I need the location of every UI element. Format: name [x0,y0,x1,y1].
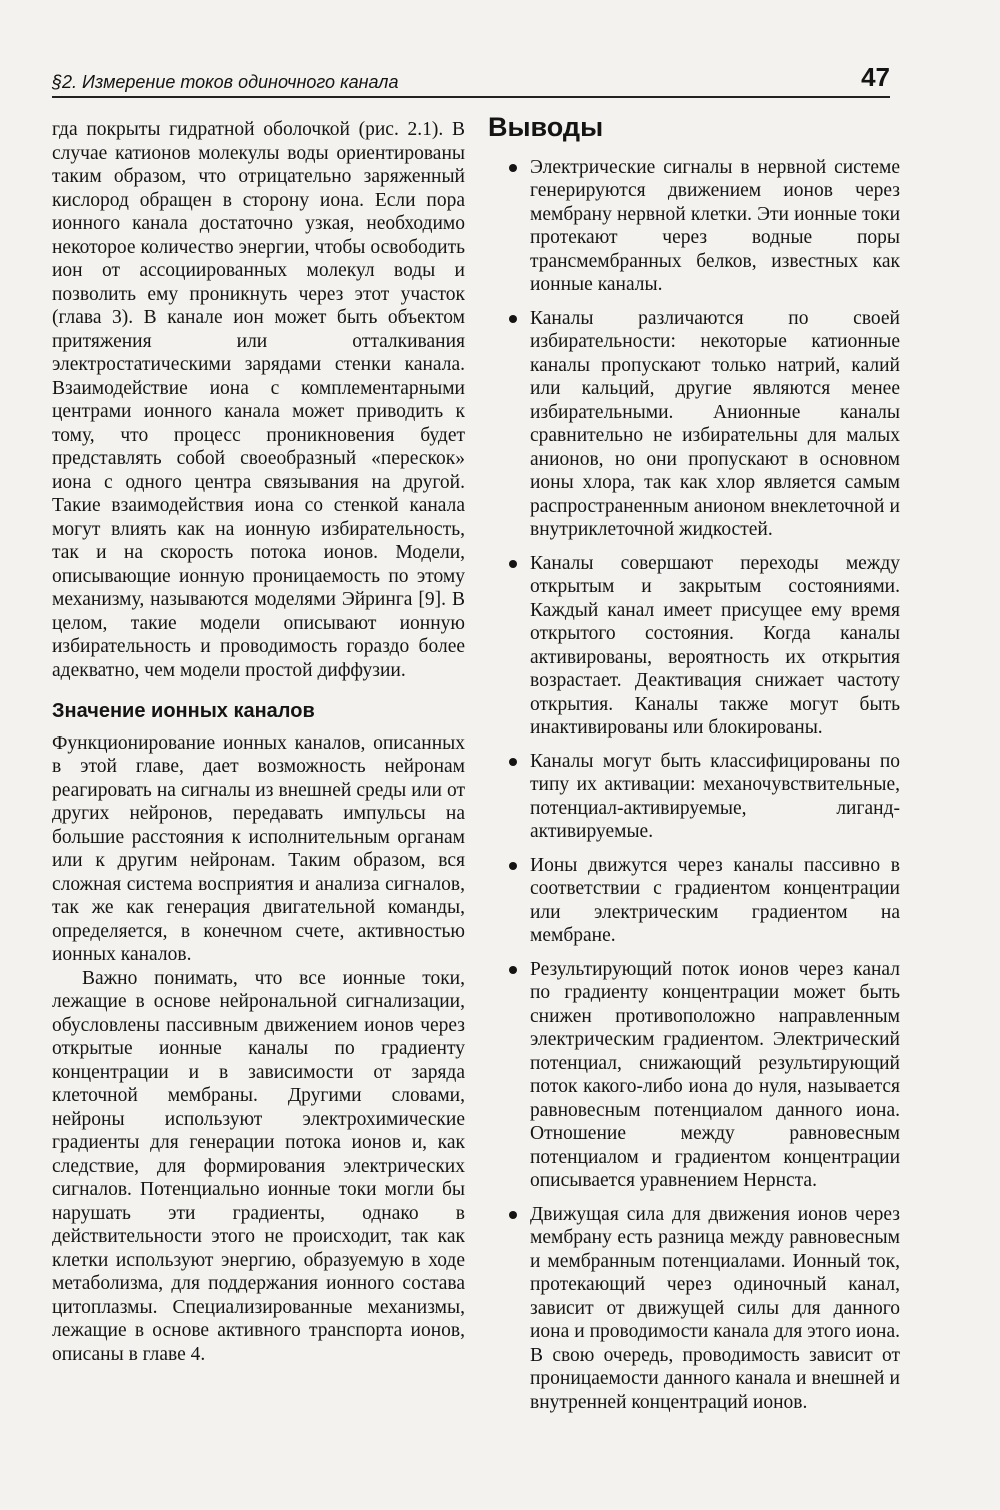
list-item: Каналы различаются по своей избирательности: некоторые катионные каналы пропускают только натрий, калий или кальций, другие являются менее избирательными. Анионные каналы сравнительно не избирательны для малых анионов, но они пропускают в основном ионы хлора, так как хлор является самым распространенным анионом внеклеточной и внутриклеточной жидкостей. [500,307,900,542]
list-item: Каналы могут быть классифицированы по типу их активации: механочувствительные, потенциал-активируемые, лиганд-активируемые. [500,750,900,844]
running-header [52,60,890,98]
page-number: 47 [861,62,890,92]
left-column [52,118,465,1366]
list-item: Электрические сигналы в нервной системе генерируются движением ионов через мембрану нервной клетки. Эти ионные токи протекают через водные поры трансмембранных белков, известных как ионные каналы. [500,156,900,297]
right-column [488,112,900,1424]
conclusions-list [500,156,900,1415]
body-paragraph: гда покрыты гидратной оболочкой (рис. 2.1). В случае катионов молекулы воды ориентированы таким образом, что отрицательно заряженный кислород обращен в сторону иона. Если пора ионного канала достаточно узкая, необходимо некоторое количество энергии, чтобы освободить ион от ассоциированных молекул воды и позволить ему проникнуть через этот участок (глава 3). В канале ион может быть объектом притяжения или отталкивания электростатическими зарядами стенки канала. Взаимодействие иона с комплементарными центрами ионного канала может приводить к тому, что процесс проникновения будет представлять собой своеобразный «перескок» иона с одного центра связывания на другой. Такие взаимодействия иона со стенкой канала могут влиять как на ионную избирательность, так и на скорость потока ионов. Модели, описывающие ионную проницаемость по этому механизму, называются моделями Эйринга [9]. В целом, такие модели описывают ионную избирательность и проводимость гораздо более адекватно, чем модели простой диффузии. [52,119,465,681]
running-title: §2. Измерение токов одиночного канала [52,72,399,92]
conclusions-heading: Выводы [488,112,604,142]
list-item: Движущая сила для движения ионов через мембрану есть разница между равновесным и мембранным потенциалами. Ионный ток, протекающий через одиночный канал, зависит от движущей силы для данного иона и проводимости канала для этого иона. В свою очередь, проводимость зависит от проницаемости данного канала и внешней и внутренней концентраций ионов. [500,1203,900,1415]
list-item: Результирующий поток ионов через канал по градиенту концентрации может быть снижен противоположно направленным электрическим градиентом. Электрический потенциал, снижающий результирующий поток какого-либо иона до нуля, называется равновесным потенциалом данного иона. Отношение между равновесным потенциалом и градиентом концентрации описывается уравнением Нернста. [500,958,900,1193]
section-subheading: Значение ионных каналов [52,700,315,722]
body-paragraph: Функционирование ионных каналов, описанных в этой главе, дает возможность нейронам реагировать на сигналы из внешней среды или от других нейронов, передавать импульсы на большие расстояния к исполнительным органам или к другим нейронам. Таким образом, вся сложная система восприятия и анализа сигналов, так же как генерация двигательной команды, определяется, в конечном счете, активностью ионных каналов. [52,732,465,965]
list-item: Ионы движутся через каналы пассивно в соответствии с градиентом концентрации или электрическим градиентом на мембране. [500,854,900,948]
list-item: Каналы совершают переходы между открытым и закрытым состояниями. Каждый канал имеет присущее ему время открытого состояния. Когда каналы активированы, вероятность их открытия возрастает. Деактивация снижает частоту открытия. Каналы также могут быть инактивированы или блокированы. [500,552,900,740]
body-paragraph: Важно понимать, что все ионные токи, лежащие в основе нейрональной сигнализации, обусловлены пассивным движением ионов через открытые ионные каналы по градиенту концентрации и в зависимости от заряда клеточной мембраны. Другими словами, нейроны используют электрохимические градиенты для генерации потока ионов и, как следствие, для формирования электрических сигналов. Потенциально ионные токи могли бы нарушать эти градиенты, однако в действительности этого не происходит, так как клетки используют энергию, образуемую в ходе метаболизма, для поддержания ионного состава цитоплазмы. Специализированные механизмы, лежащие в основе активного транспорта ионов, описаны в главе 4. [52,967,465,1365]
